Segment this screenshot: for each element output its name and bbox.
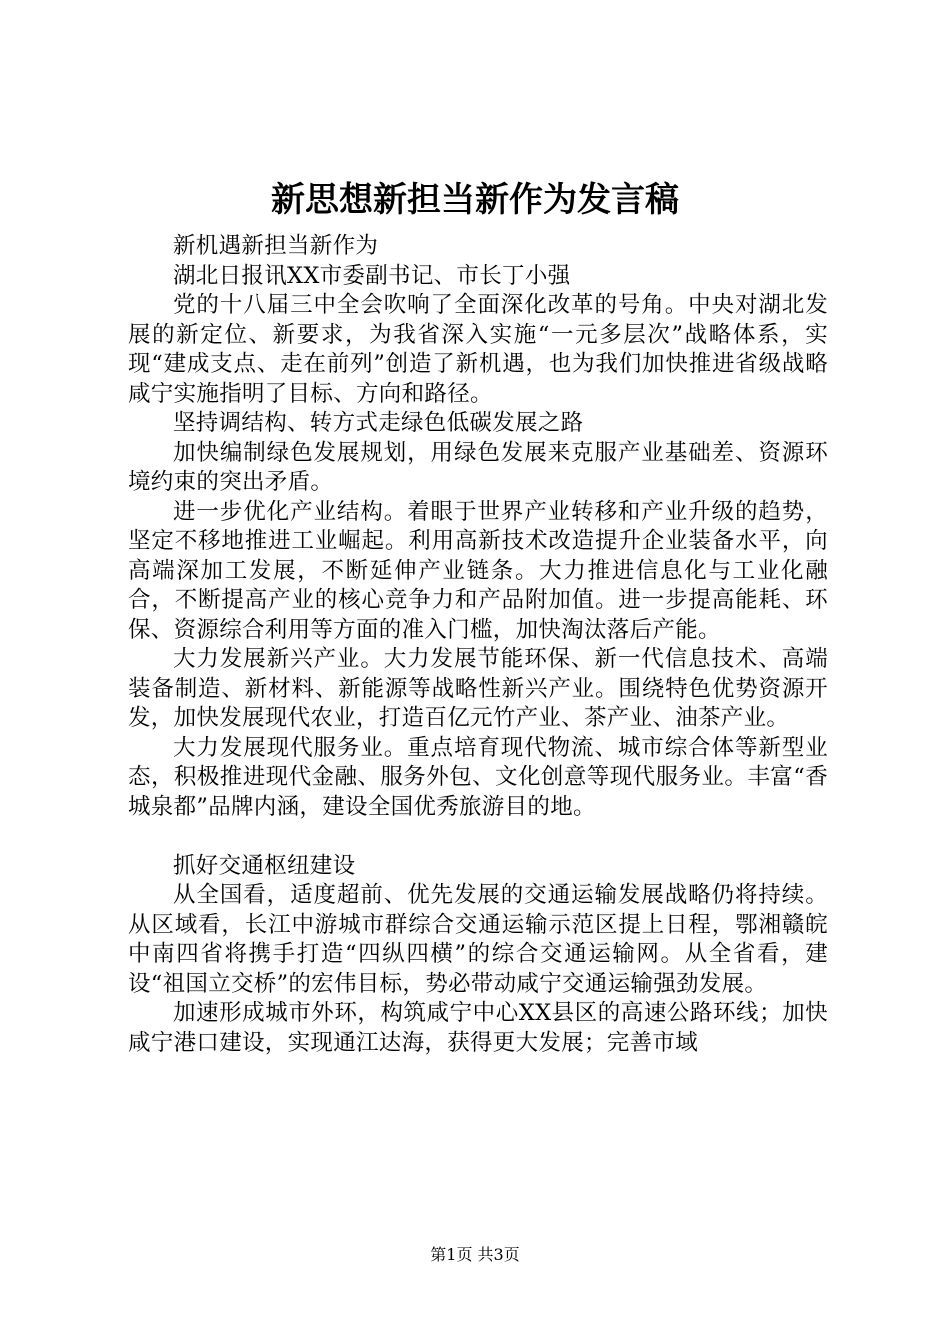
paragraph-subtitle: 新机遇新担当新作为 bbox=[173, 233, 379, 259]
paragraph: 党的十八届三中全会吹响了全面深化改革的号角。中央对湖北发展的新定位、新要求，为我省深入实施“一元多层次”战略体系，实现“建成支点、走在前列”创造了新机遇，也为我们加快推进省级战略咸宁实施指明了目标、方向和路径。 bbox=[128, 292, 828, 407]
paragraph: 大力发展现代服务业。重点培育现代物流、城市综合体等新型业态，积极推进现代金融、服务外包、文化创意等现代服务业。丰富“香城泉都”品牌内涵，建设全国优秀旅游目的地。 bbox=[128, 734, 828, 820]
paragraph: 进一步优化产业结构。着眼于世界产业转移和产业升级的趋势，坚定不移地推进工业崛起。利用高新技术改造提升企业装备水平，向高端深加工发展，不断延伸产业链条。大力推进信息化与工业化融合，不断提高产业的核心竞争力和产品附加值。进一步提高能耗、环保、资源综合利用等方面的准入门槛，加快淘汰落后产能。 bbox=[128, 498, 828, 643]
section-heading: 坚持调结构、转方式走绿色低碳发展之路 bbox=[173, 410, 584, 436]
page-footer: 第1页 共3页 bbox=[430, 1245, 520, 1264]
document-body bbox=[128, 232, 828, 1058]
paragraph: 加快编制绿色发展规划，用绿色发展来克服产业基础差、资源环境约束的突出矛盾。 bbox=[128, 439, 828, 495]
paragraph: 加速形成城市外环，构筑咸宁中心XX县区的高速公路环线；加快咸宁港口建设，实现通江达海，获得更大发展；完善市域 bbox=[128, 1000, 828, 1056]
paragraph: 从全国看，适度超前、优先发展的交通运输发展战略仍将持续。从区域看，长江中游城市群综合交通运输示范区提上日程，鄂湘赣皖中南四省将携手打造“四纵四横”的综合交通运输网。从全省看，建设“祖国立交桥”的宏伟目标，势必带动咸宁交通运输强劲发展。 bbox=[128, 882, 828, 997]
document-title: 新思想新担当新作为发言稿 bbox=[271, 180, 679, 220]
paragraph: 大力发展新兴产业。大力发展节能环保、新一代信息技术、高端装备制造、新材料、新能源等战略性新兴产业。围绕特色优势资源开发，加快发展现代农业，打造百亿元竹产业、茶产业、油茶产业。 bbox=[128, 646, 828, 731]
paragraph-byline: 湖北日报讯XX市委副书记、市长丁小强 bbox=[173, 262, 571, 289]
section-heading: 抓好交通枢纽建设 bbox=[173, 852, 356, 879]
